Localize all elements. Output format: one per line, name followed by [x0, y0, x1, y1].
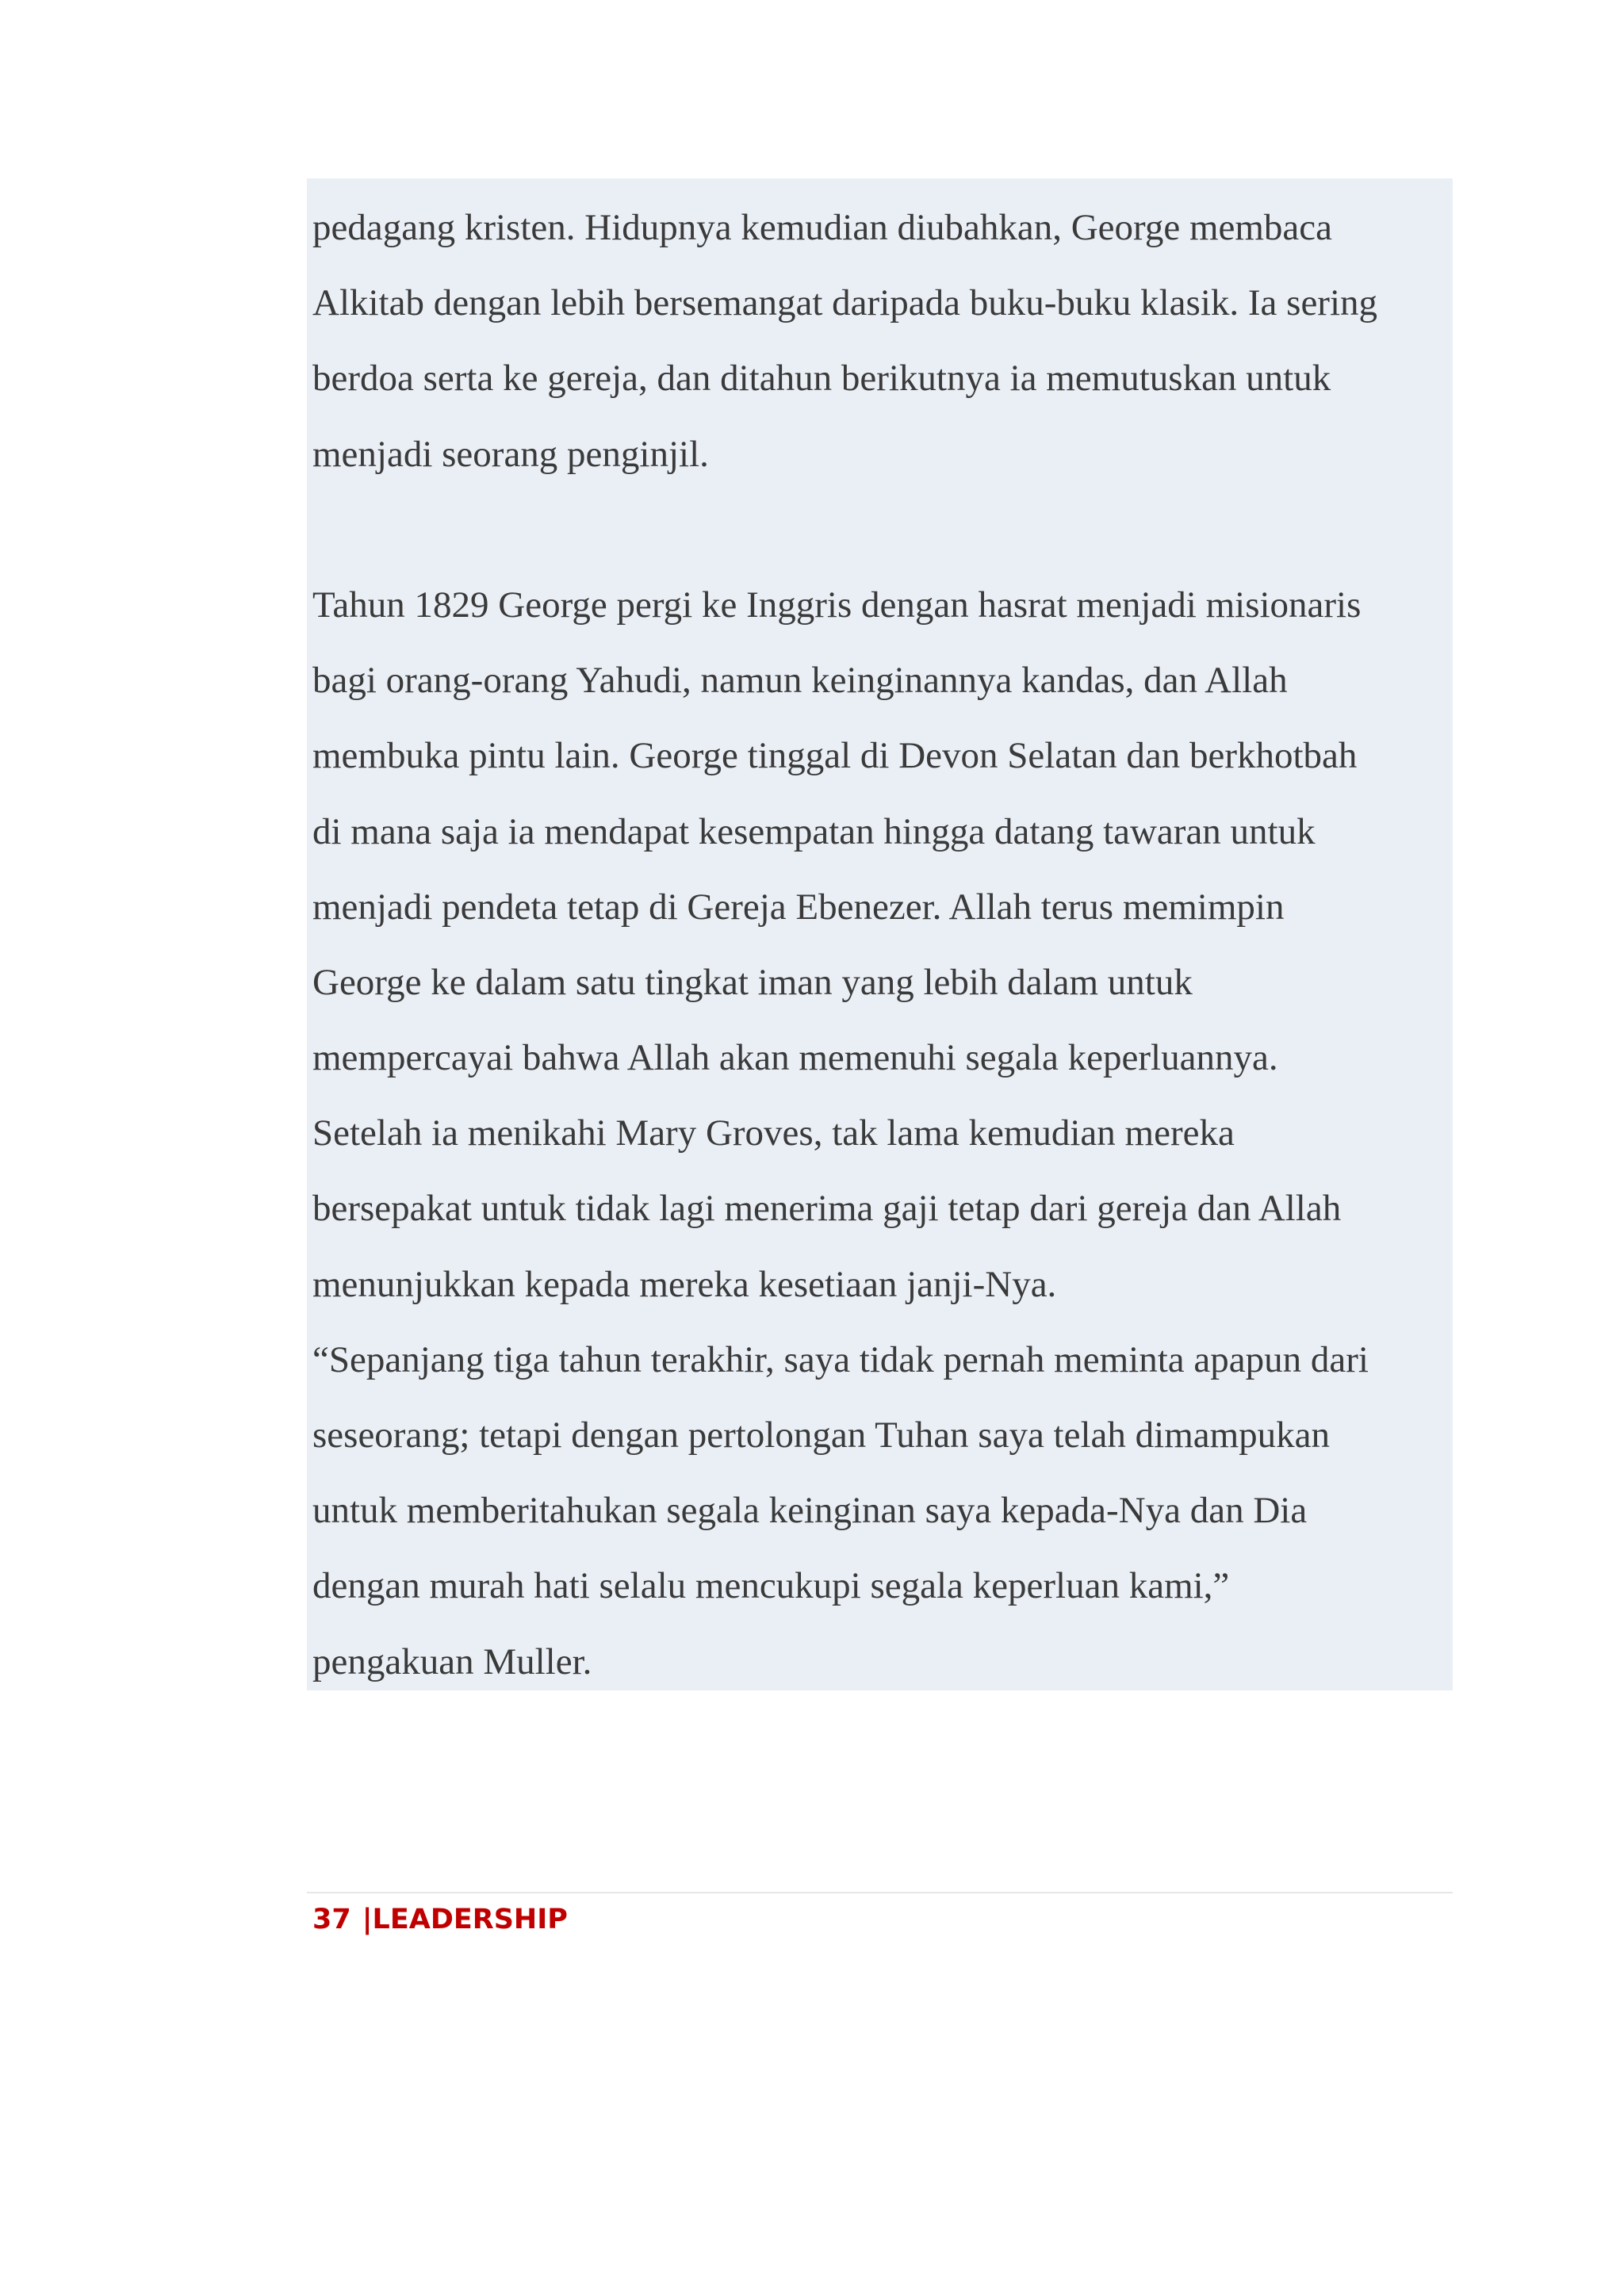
text-line: bersepakat untuk tidak lagi menerima gaji tetap dari gereja dan Allah: [312, 1188, 1342, 1230]
paragraph-spacer: [312, 492, 1454, 568]
quote-paragraph: [312, 1323, 1454, 1700]
section-title: LEADERSHIP: [372, 1904, 568, 1935]
body-text: [312, 190, 1454, 1700]
text-line: berdoa serta ke gereja, dan ditahun berikutnya ia memutuskan untuk: [312, 358, 1331, 400]
text-line: untuk memberitahukan segala keinginan saya kepada-Nya dan Dia: [312, 1490, 1308, 1532]
text-line: dengan murah hati selalu mencukupi segala keperluan kami,”: [312, 1565, 1230, 1607]
text-line: di mana saja ia mendapat kesempatan hingga datang tawaran untuk: [312, 810, 1316, 852]
text-line: membuka pintu lain. George tinggal di Devon Selatan dan berkhotbah: [312, 735, 1358, 777]
text-line: Setelah ia menikahi Mary Groves, tak lama kemudian mereka: [312, 1112, 1235, 1154]
text-line: bagi orang-orang Yahudi, namun keinginannya kandas, dan Allah: [312, 660, 1288, 702]
text-line: menunjukkan kepada mereka kesetiaan janji-Nya.: [312, 1263, 1057, 1305]
text-line: George ke dalam satu tingkat iman yang lebih dalam untuk: [312, 961, 1193, 1003]
text-line: Tahun 1829 George pergi ke Inggris dengan hasrat menjadi misionaris: [312, 584, 1362, 626]
text-line: pedagang kristen. Hidupnya kemudian diubahkan, George membaca: [312, 207, 1333, 248]
page-number: 37: [312, 1904, 351, 1935]
text-line: menjadi pendeta tetap di Gereja Ebenezer. Allah terus memimpin: [312, 886, 1285, 928]
text-line: menjadi seorang penginjil.: [312, 433, 709, 475]
text-line: seseorang; tetapi dengan pertolongan Tuhan saya telah dimampukan: [312, 1414, 1331, 1456]
footer-separator: |: [362, 1904, 373, 1935]
text-line: pengakuan Muller.: [312, 1640, 592, 1682]
footer-divider: [307, 1892, 1453, 1893]
paragraph-2: [312, 568, 1454, 1323]
text-line: “Sepanjang tiga tahun terakhir, saya tidak pernah meminta apapun dari: [312, 1338, 1369, 1380]
text-line: Alkitab dengan lebih bersemangat daripada buku-buku klasik. Ia sering: [312, 282, 1378, 324]
text-line: mempercayai bahwa Allah akan memenuhi segala keperluannya.: [312, 1037, 1278, 1079]
page-footer: [312, 1900, 568, 1939]
paragraph-1: [312, 190, 1454, 492]
